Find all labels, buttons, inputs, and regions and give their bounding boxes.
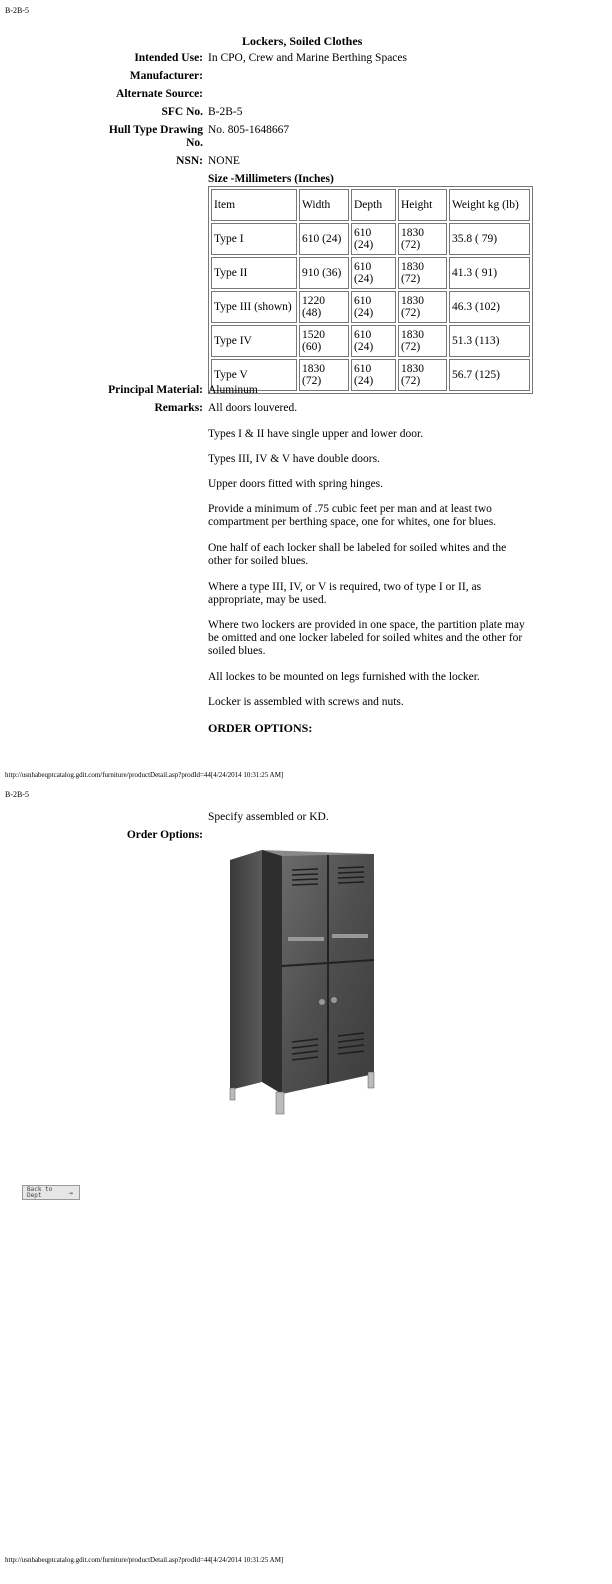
remark-item: Types III, IV & V have double doors. [208,453,380,465]
remarks-label: Remarks: [154,402,203,414]
remark-item: Types I & II have single upper and lower door. [208,428,424,440]
size-table [208,186,533,394]
remark-item: Where two lockers are provided in one space, the partition plate may be omitted and one locker labeled for soiled whites and the other for soiled blues. [208,619,525,657]
table-cell: 610 (24) [299,223,349,255]
page-header: B-2B-5 [5,790,29,799]
table-cell: 610 (24) [351,291,396,323]
table-header-row [211,189,530,221]
intended-use-label: Intended Use: [134,52,203,64]
sfc-label: SFC No. [161,106,203,118]
arrow-right-icon: → [68,1189,73,1197]
remark-item: All doors louvered. [208,402,298,414]
table-header: Height [398,189,447,221]
principal-material-value: Aluminum [208,384,258,396]
back-button-label-line2: Dept [27,1192,42,1199]
hull-drawing-label-line2: No. [186,137,203,149]
page-header: B-2B-5 [5,6,29,15]
back-to-dept-button[interactable] [22,1185,80,1200]
page-footer-url: http://usnhabeqptcatalog.gdit.com/furniture/productDetail.asp?prodId=44[4/24/2014 10:31:25 AM] [5,771,284,779]
remark-item: All lockes to be mounted on legs furnished with the locker. [208,671,480,683]
table-cell: 610 (24) [351,257,396,289]
table-cell: 1220 (48) [299,291,349,323]
remark-item: Where a type III, IV, or V is required, two of type I or II, as appropriate, may be used. [208,581,482,606]
order-options-heading: ORDER OPTIONS: [208,721,313,735]
alternate-source-label: Alternate Source: [116,88,203,100]
nsn-value: NONE [208,155,240,167]
table-cell: 1830 (72) [398,325,447,357]
sfc-value: B-2B-5 [208,106,243,118]
table-cell: 56.7 (125) [449,359,530,391]
table-cell: 610 (24) [351,223,396,255]
table-cell: Type IV [211,325,297,357]
remark-item: Upper doors fitted with spring hinges. [208,478,384,490]
intended-use-value: In CPO, Crew and Marine Berthing Spaces [208,52,407,64]
remark-item: Provide a minimum of .75 cubic feet per man and at least two compartment per berthing space, one for whites, one for blues. [208,503,497,528]
table-cell: 1830 (72) [398,359,447,391]
remark-item: One half of each locker shall be labeled for soiled whites and the other for soiled blues. [208,542,507,567]
table-header: Width [299,189,349,221]
table-cell: 610 (24) [351,359,396,391]
table-cell: 46.3 (102) [449,291,530,323]
table-cell: 51.3 (113) [449,325,530,357]
table-header: Weight kg (lb) [449,189,530,221]
principal-material-label: Principal Material: [108,384,203,396]
page-footer-url: http://usnhabeqptcatalog.gdit.com/furniture/productDetail.asp?prodId=44[4/24/2014 10:31:25 AM] [5,1556,284,1564]
remark-item: Locker is assembled with screws and nuts. [208,696,404,708]
table-row [211,257,530,289]
table-cell: 1520 (60) [299,325,349,357]
table-cell: 41.3 ( 91) [449,257,530,289]
table-row [211,359,530,391]
table-row [211,325,530,357]
back-button-label-line1: Back to [27,1186,53,1193]
specify-assembly-text: Specify assembled or KD. [208,811,329,823]
table-cell: 610 (24) [351,325,396,357]
table-cell: 910 (36) [299,257,349,289]
table-cell: 1830 (72) [299,359,349,391]
table-row [211,223,530,255]
hull-drawing-label-line1: Hull Type Drawing [108,124,203,136]
page-title: Lockers, Soiled Clothes [242,34,363,48]
table-header: Depth [351,189,396,221]
hull-drawing-value: No. 805-1648667 [208,124,290,136]
manufacturer-label: Manufacturer: [129,70,203,82]
table-cell: 1830 (72) [398,291,447,323]
table-cell: Type V [211,359,297,391]
size-heading: Size -Millimeters (Inches) [208,173,334,185]
locker-product-image [222,842,382,1117]
table-cell: Type III (shown) [211,291,297,323]
table-cell: 1830 (72) [398,257,447,289]
table-cell: Type I [211,223,297,255]
order-options-label: Order Options: [126,829,203,841]
nsn-label: NSN: [176,155,203,167]
table-cell: 1830 (72) [398,223,447,255]
table-header: Item [211,189,297,221]
table-cell: Type II [211,257,297,289]
table-cell: 35.8 ( 79) [449,223,530,255]
table-row [211,291,530,323]
